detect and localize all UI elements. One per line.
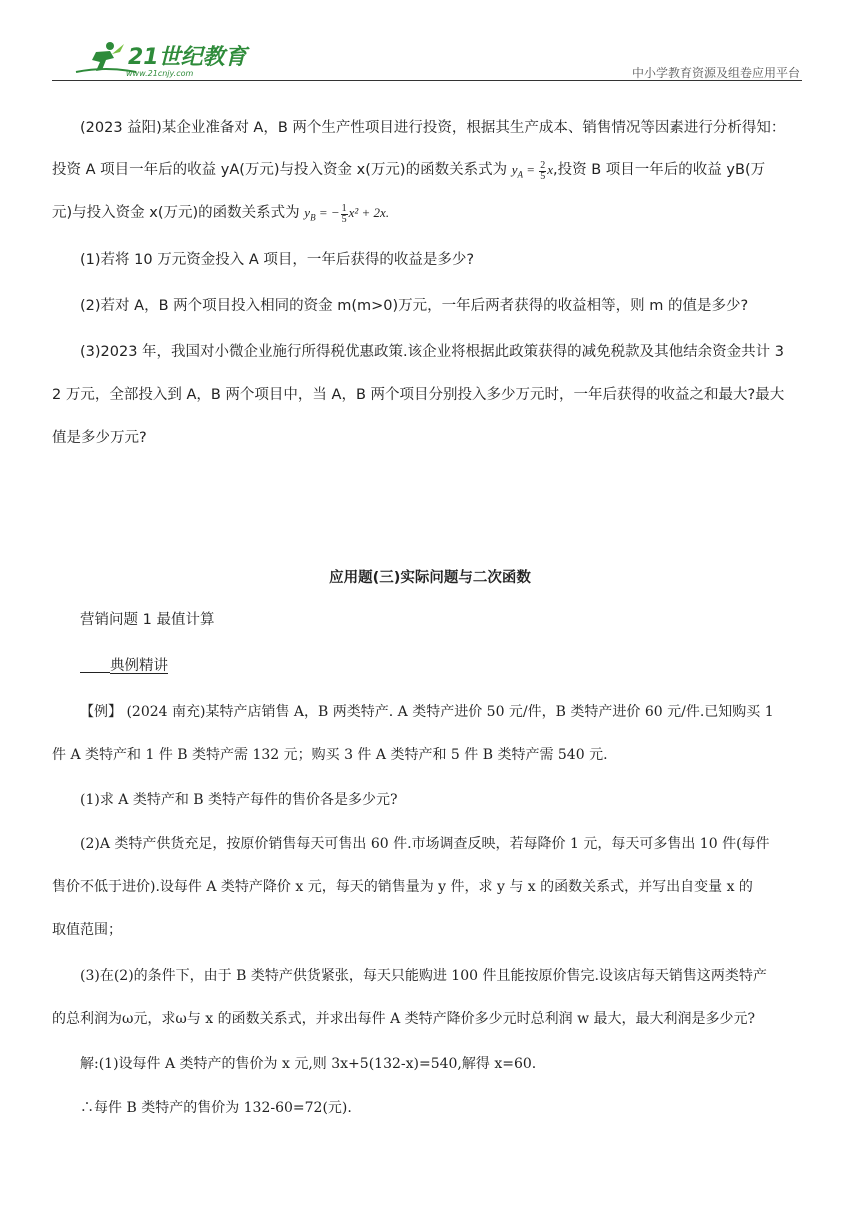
problem1-intro-line2: 投资 A 项目一年后的收益 yA(万元)与投入资金 x(万元)的函数关系式为 $y_A$ = $\frac{2}{5}$ x,投资 B 项目一年后的收益 yB(万 [52,159,766,182]
problem1-question3-line1: (3)2023 年，我国对小微企业施行所得税优惠政策.该企业将根据此政策获得的减免税款及其他结余资金共计 3 [80,344,784,360]
formula-yb: $y_B$ = − $\frac{1}{5}$ x² + 2x. [304,202,390,225]
problem1-intro-line3: 元)与投入资金 x(万元)的函数关系式为 $y_B$ = − $\frac{1}{5}$ x² + 2x. [52,202,390,225]
example-question2-line3: 取值范围； [52,922,122,938]
example-question2-line2: 售价不低于进价).设每件 A 类特产降价 x 元，每天的销售量为 y 件，求 y 与 x 的函数关系式，并写出自变量 x 的 [52,879,753,895]
problem1-question2: (2)若对 A，B 两个项目投入相同的资金 m(m>0)万元，一年后两者获得的收益相等，则 m 的值是多少? [80,298,749,314]
section-subtitle: 营销问题 1 最值计算 [80,612,215,628]
header-divider [52,80,802,81]
section-title: 应用题(三)实际问题与二次函数 [329,570,531,586]
problem1-intro-line1: (2023 益阳)某企业准备对 A，B 两个生产性项目进行投资，根据其生产成本、销售情况等因素进行分析得知： [80,120,786,136]
problem1-question1: (1)若将 10 万元资金投入 A 项目，一年后获得的收益是多少? [80,252,475,268]
solution-line2: ∴每件 B 类特产的售价为 132-60=72(元). [80,1100,352,1116]
logo-21cnjy [66,38,266,78]
platform-name: 中小学教育资源及组卷应用平台 [631,66,800,80]
example-question3-line1: (3)在(2)的条件下，由于 B 类特产供货紧张，每天只能购进 100 件且能按原价售完.设该店每天销售这两类特产 [80,968,767,984]
solution-line1: 解:(1)设每件 A 类特产的售价为 x 元,则 3x+5(132-x)=540,解得 x=60. [80,1056,537,1072]
section-label: 典例精讲 [80,656,836,676]
example-line1: 【例】 (2024 南充)某特产店销售 A，B 两类特产. A 类特产进价 50 元/件，B 类特产进价 60 元/件.已知购买 1 [80,704,774,720]
problem1-question3-line2: 2 万元，全部投入到 A，B 两个项目中，当 A，B 两个项目分别投入多少万元时，一年后获得的收益之和最大?最大 [52,387,785,403]
formula-ya: $y_A$ = $\frac{2}{5}$ x [511,159,554,182]
example-question2-line1: (2)A 类特产供货充足，按原价销售每天可售出 60 件.市场调查反映，若每降价 1 元，每天可多售出 10 件(每件 [80,836,770,852]
example-question1: (1)求 A 类特产和 B 类特产每件的售价各是多少元? [80,792,398,808]
example-question3-line2: 的总利润为ω元，求ω与 x 的函数关系式，并求出每件 A 类特产降价多少元时总利润 w 最大，最大利润是多少元? [52,1011,756,1027]
svg-text:www.21cnjy.com: www.21cnjy.com [126,69,194,78]
svg-text:21世纪教育: 21世纪教育 [128,45,247,70]
problem1-question3-line3: 值是多少万元? [52,430,147,446]
page-header [52,34,802,82]
example-line2: 件 A 类特产和 1 件 B 类特产需 132 元；购买 3 件 A 类特产和 5 件 B 类特产需 540 元. [52,747,608,763]
